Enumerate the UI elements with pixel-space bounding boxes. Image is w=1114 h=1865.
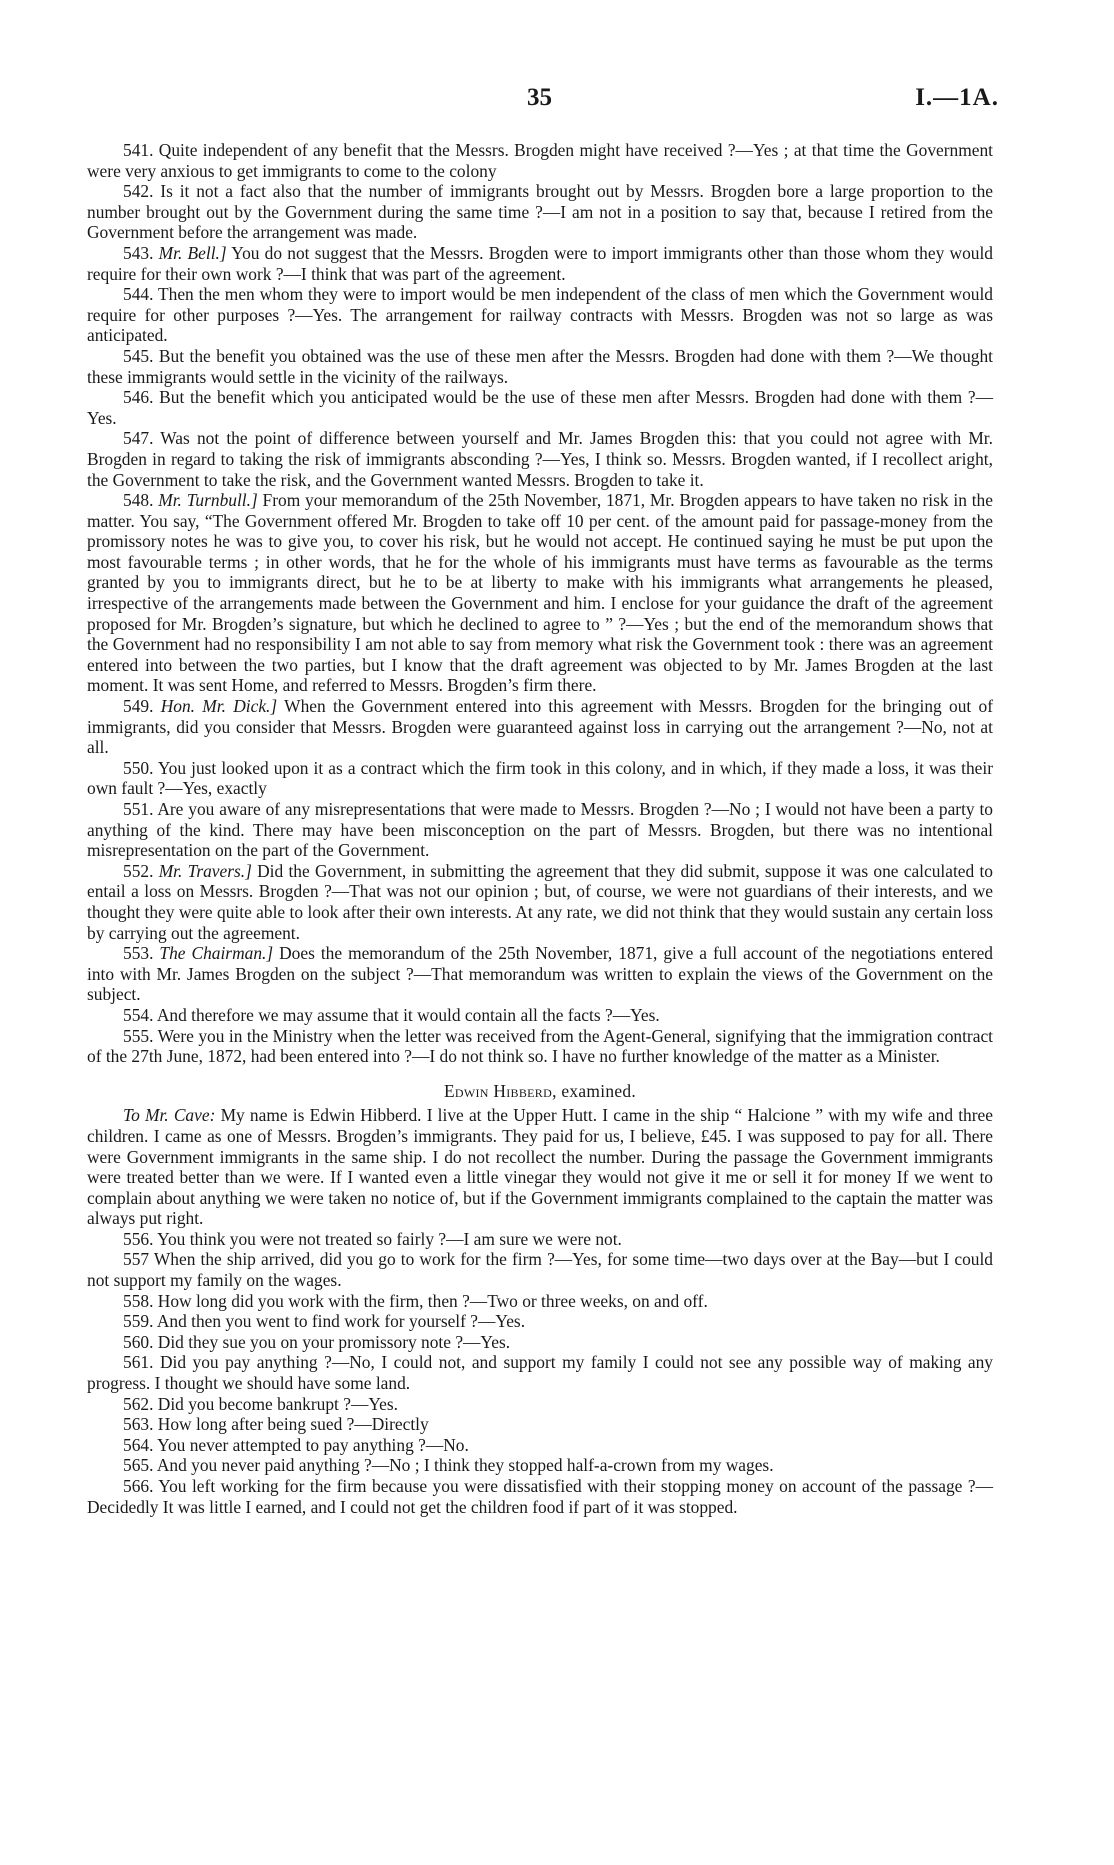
question-paragraph [87,1352,993,1393]
question-number: 553. [123,943,154,964]
paragraph-text: 542. Is it not a fact also that the number of immigrants brought out by Messrs. Brogden bore a large proportion to the number brought out by the Government during the same time ?—I am not in a position to say that, because I retired from the Government before the arrangement was made. [87,181,993,243]
paragraph-text: 558. How long did you work with the firm, then ?—Two or three weeks, on and off. [123,1290,708,1311]
paragraph-text: 556. You think you were not treated so fairly ?—I am sure we were not. [123,1228,622,1249]
paragraph-text: My name is Edwin Hibberd. I live at the Upper Hutt. I came in the ship “ Halcione ” with my wife and three children. I came as one of Messrs. Brogden’s immigrants. They paid for us, I believe, £45. I was supposed to pay for all. There were Government immigrants in the same ship. I do not recollect the number. During the passage the Government immigrants were treated better than we were. If I wanted even a little vinegar they would not give it me or sell it for money If we went to complain about anything we were taken no notice of, but if the Government immigrants complained to the captain the matter was always put right. [87,1105,993,1229]
page-header [0,84,1114,124]
paragraph-text: 554. And therefore we may assume that it would contain all the facts ?—Yes. [123,1004,660,1025]
paragraph-text: From your memorandum of the 25th November, 1871, Mr. Brogden appears to have taken no risk in the matter. You say, “The Government offered Mr. Brogden to take off 10 per cent. of the amount paid for passage-money from the promissory notes he was to give you, to cover his risk, but he would not accept. He continued saying he must be put upon the most favourable terms ; in other words, that he for the whole of his immigrants must have terms as favourable as the terms granted by you to immigrants direct, but he to be at liberty to make with his immigrants what arrangements he pleased, irrespective of the arrangements made between the Government and him. I enclose for your guidance the draft of the agreement proposed for Mr. Brogden’s signature, but which he declined to agree to ” ?—Yes ; but the end of the memorandum shows that the Government had no responsibility I am not able to say from memory what risk the Government took : there was an agreement entered into between the two parties, but I know that the draft agreement was objected to by Mr. James Brogden at the last moment. It was sent Home, and referred to Messrs. Brogden’s firm there. [87,490,993,696]
question-paragraph [87,861,993,943]
question-paragraph [87,181,993,243]
question-paragraph [87,1249,993,1290]
question-paragraph [87,284,993,346]
question-paragraph [87,243,993,284]
question-paragraph [87,1229,993,1250]
paragraph-text: You do not suggest that the Messrs. Brogden were to import immigrants other than those whom they would require for their own work ?—I think that was part of the agreement. [87,242,993,284]
paragraph-text: 564. You never attempted to pay anything ?—No. [123,1434,469,1455]
question-paragraph [87,1332,993,1353]
question-paragraph [87,387,993,428]
question-paragraph [87,1291,993,1312]
question-paragraph [87,943,993,1005]
question-number: 548. [123,490,154,511]
paragraph-text: 544. Then the men whom they were to import would be men independent of the class of men which the Government would require for other purposes ?—Yes. The arrangement for railway contracts with Messrs. Brogden was not so large as was anticipated. [87,284,993,346]
witness-name: Edwin Hibberd [443,1080,553,1101]
paragraph-text: Does the memorandum of the 25th November, 1871, give a full account of the negotiations entered into with Mr. James Brogden on the subject ?—That memorandum was written to explain the views of the Government on the subject. [87,943,993,1005]
paragraph-text: 557 When the ship arrived, did you go to work for the firm ?—Yes, for some time—two days over at the Bay—but I could not support my family on the wages. [87,1249,993,1291]
paragraph-text: 547. Was not the point of difference between yourself and Mr. James Brogden this: that you could not agree with Mr. Brogden in regard to taking the risk of immigrants absconding ?—Yes, I think so. Messrs. Brogden wanted, if I recollect aright, the Government to take the risk, and the Government wanted Messrs. Brogden to take it. [87,428,993,490]
question-number: 552. [123,860,154,881]
paragraph-text: 563. How long after being sued ?—Directly [123,1414,429,1435]
paragraph-text: 561. Did you pay anything ?—No, I could not, and support my family I could not see any possible way of making any progress. I thought we should have some land. [87,1352,993,1394]
page-number: 35 [527,84,552,111]
paragraph-text: 560. Did they sue you on your promissory note ?—Yes. [123,1331,511,1352]
paragraph-text: 562. Did you become bankrupt ?—Yes. [123,1393,398,1414]
paragraph-text: 545. But the benefit you obtained was the use of these men after the Messrs. Brogden had done with them ?—We thought these immigrants would settle in the vicinity of the railways. [87,345,993,387]
question-paragraph [87,140,993,181]
witness-heading-suffix: , examined. [552,1080,637,1101]
speaker-label: To Mr. Cave: [123,1105,216,1126]
question-paragraph [87,1026,993,1067]
question-paragraph [87,696,993,758]
speaker-label: Mr. Bell.] [158,242,227,263]
evidence-part-2 [87,1105,993,1517]
evidence-text [87,140,993,1517]
paragraph-text: 541. Quite independent of any benefit that the Messrs. Brogden might have received ?—Yes ; at that time the Government were very anxious to get immigrants to come to the colony [87,140,993,181]
document-reference: I.—1A. [915,84,999,111]
question-paragraph [87,1311,993,1332]
question-paragraph [87,1105,993,1229]
question-paragraph [87,1435,993,1456]
question-paragraph [87,1005,993,1026]
speaker-label: Mr. Turnbull.] [158,490,258,511]
paragraph-text: 551. Are you aware of any misrepresentations that were made to Messrs. Brogden ?—No ; I would not have been a party to anything of the kind. There may have been misconception on the part of Messrs. Brogden, but there was no intentional misrepresentation on the part of the Government. [87,799,993,861]
question-paragraph [87,799,993,861]
evidence-part-1 [87,140,993,1067]
paragraph-text: 559. And then you went to find work for yourself ?—Yes. [123,1311,526,1332]
question-paragraph [87,758,993,799]
paragraph-text: 566. You left working for the firm because you were dissatisfied with their stopping money on account of the passage ?—Decidedly It was little I earned, and I could not get the children food if part of it was stopped. [87,1476,993,1517]
question-paragraph [87,428,993,490]
question-paragraph [87,346,993,387]
question-number: 543. [123,242,154,263]
paragraph-text: When the Government entered into this agreement with Messrs. Brogden for the bringing out of immigrants, did you consider that Messrs. Brogden were guaranteed against loss in carrying out the arrangement ?—No, not at all. [87,696,993,758]
question-paragraph [87,490,993,696]
paragraph-text: 555. Were you in the Ministry when the letter was received from the Agent-General, signifying that the immigration contract of the 27th June, 1872, had been entered into ?—I do not think so. I have no further knowledge of the matter as a Minister. [87,1025,993,1067]
speaker-label: Mr. Travers.] [158,860,252,881]
paragraph-text: 550. You just looked upon it as a contract which the firm took in this colony, and in which, if they made a loss, it was their own fault ?—Yes, exactly [87,757,993,799]
speaker-label: Hon. Mr. Dick.] [160,696,278,717]
paragraph-text: Did the Government, in submitting the agreement that they did submit, suppose it was one calculated to entail a loss on Messrs. Brogden ?—That was not our opinion ; but, of course, we were not guardians of their interests, and we thought they were quite able to look after their own interests. At any rate, we did not think that they would sustain any certain loss by carrying out the agreement. [87,860,993,943]
question-paragraph [87,1414,993,1435]
paragraph-text: 546. But the benefit which you anticipated would be the use of these men after Messrs. Brogden had done with them ?—Yes. [87,387,993,428]
speaker-label: The Chairman.] [159,943,274,964]
witness-heading [87,1081,993,1102]
paragraph-text: 565. And you never paid anything ?—No ; I think they stopped half-a-crown from my wages. [123,1455,774,1476]
question-paragraph [87,1394,993,1415]
question-paragraph [87,1476,993,1517]
question-paragraph [87,1455,993,1476]
question-number: 549. [123,696,154,717]
